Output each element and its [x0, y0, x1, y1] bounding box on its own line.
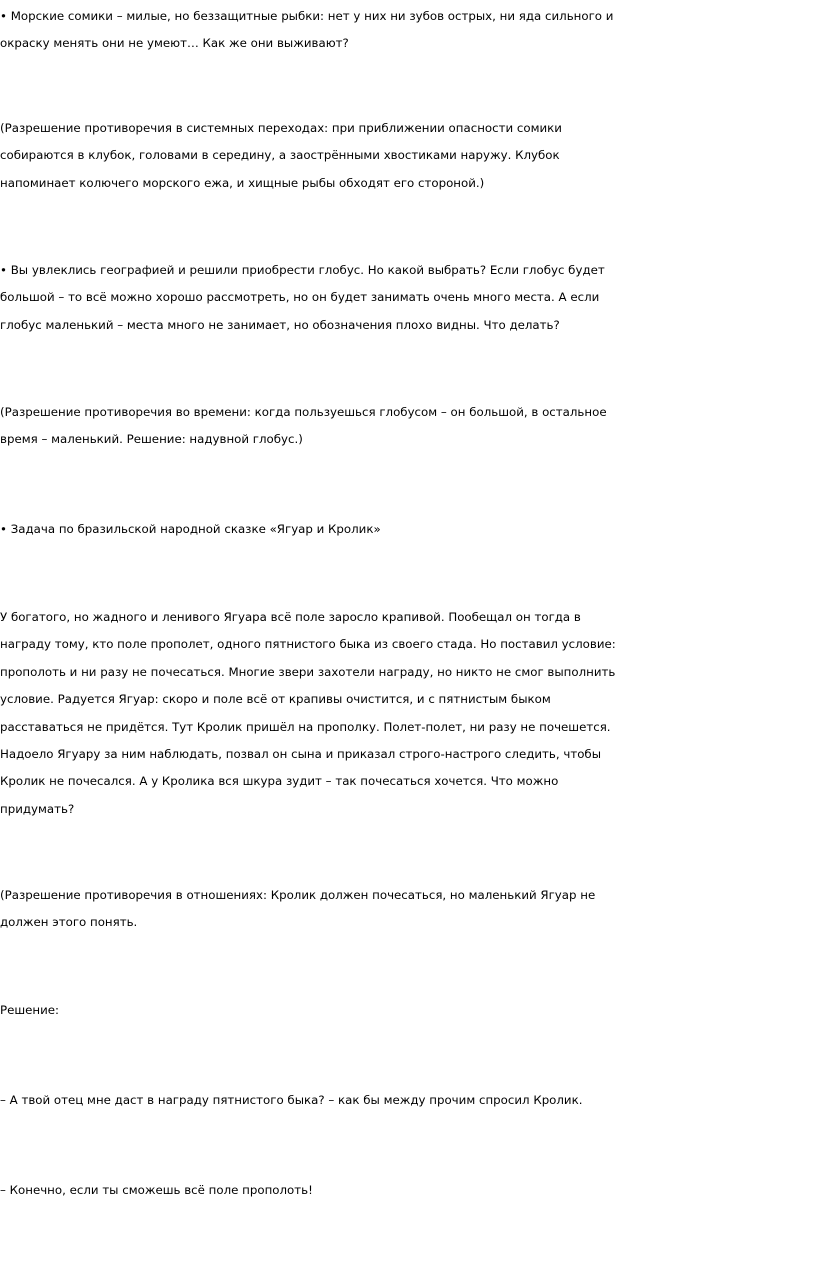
text-line: время – маленький. Решение: надувной глобус.): [0, 432, 303, 447]
text-line: • Морские сомики – милые, но беззащитные рыбки: нет у них ни зубов острых, ни яда сильного и: [0, 9, 614, 23]
text-line: окраску менять они не умеют… Как же они выживают?: [0, 36, 349, 51]
text-line: расставаться не придётся. Тут Кролик пришёл на прополку. Полет-полет, ни разу не почешется.: [0, 719, 611, 734]
text-line: напоминает колючего морского ежа, и хищные рыбы обходят его стороной.): [0, 175, 485, 190]
text-line: (Разрешение противоречия в отношениях: Кролик должен почесаться, но маленький Ягуар не: [0, 888, 596, 902]
paragraph-fairy-tale-story: [0, 604, 816, 823]
text-line: собираются в клубок, головами в середину, а заострёнными хвостиками наружу. Клубок: [0, 148, 560, 163]
text-line: должен этого понять.: [0, 915, 138, 930]
text-line: – А твой отец мне даст в награду пятнистого быка? – как бы между прочим спросил Кролик.: [0, 1093, 583, 1107]
paragraph-solution-label: [0, 997, 816, 1024]
text-line: большой – то всё можно хорошо рассмотреть, но он будет занимать очень много места. А если: [0, 290, 600, 305]
text-line: (Разрешение противоречия в системных переходах: при приближении опасности сомики: [0, 121, 562, 135]
text-line: (Разрешение противоречия во времени: когда пользуешься глобусом – он большой, в остальное: [0, 405, 607, 419]
text-line: У богатого, но жадного и ленивого Ягуара всё поле заросло крапивой. Пообещал он тогда в: [0, 610, 581, 624]
text-line: Надоело Ягуару за ним наблюдать, позвал он сына и приказал строго-настрого следить, чтобы: [0, 746, 602, 761]
text-line: – Конечно, если ты сможешь всё поле прополоть!: [0, 1183, 313, 1197]
paragraph-catfish-answer: [0, 115, 816, 197]
text-line: награду тому, кто поле прополет, одного пятнистого быка из своего стада. Но поставил условие:: [0, 637, 616, 652]
paragraph-fairy-tale-answer: [0, 882, 816, 937]
paragraph-dialogue-jaguar: [0, 1177, 816, 1204]
text-line: Решение:: [0, 1003, 60, 1017]
text-line: Кролик не почесался. А у Кролика вся шкура зудит – так почесаться хочется. Что можно: [0, 774, 559, 789]
text-line: глобус маленький – места много не занимает, но обозначения плохо видны. Что делать?: [0, 317, 560, 332]
text-line: условие. Радуется Ягуар: скоро и поле всё от крапивы очистится, и с пятнистым быком: [0, 692, 551, 707]
paragraph-globe-answer: [0, 399, 816, 454]
text-line: • Вы увлеклись географией и решили приобрести глобус. Но какой выбрать? Если глобус будет: [0, 263, 605, 277]
paragraph-globe-question: [0, 257, 816, 339]
text-line: прополоть и ни разу не почесаться. Многие звери захотели награду, но никто не смог выполнить: [0, 664, 616, 679]
paragraph-fairy-tale-heading: [0, 516, 816, 543]
paragraph-dialogue-rabbit: [0, 1087, 816, 1114]
text-line: • Задача по бразильской народной сказке «Ягуар и Кролик»: [0, 522, 381, 536]
paragraph-catfish-question: [0, 3, 816, 58]
text-line: придумать?: [0, 801, 75, 816]
